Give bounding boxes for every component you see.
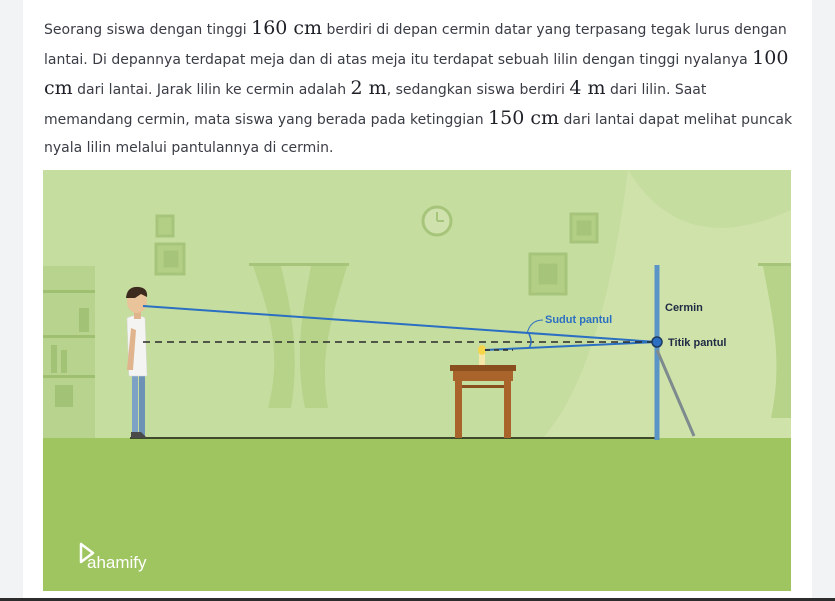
illustration [43, 170, 791, 591]
value-eye-height: 150 cm [488, 107, 560, 129]
value-student-candle-distance: 4 m [569, 77, 606, 99]
problem-text: Seorang siswa dengan tinggi 160 cm berdiri di depan cermin datar yang terpasang tegak lurus dengan lantai. Di depannya terdapat meja dan di atas meja itu terdapat sebuah lilin dengan tinggi nyalanya 100 cm dari lantai. Jarak lilin ke cermin adalah 2 m, sedangkan siswa berdiri 4 m dari lilin. Saat memandang cermin, mata siswa yang berada pada ketinggian 150 cm dari lantai dapat melihat puncak nyala lilin melalui pantulannya di cermin. [44, 17, 793, 156]
label-mirror: Cermin [665, 302, 703, 314]
brand-text: ahamify [87, 553, 147, 572]
value-student-height: 160 cm [251, 17, 323, 39]
reflection-point [652, 337, 662, 347]
value-flame-height: 100 cm [44, 47, 789, 99]
wall-clock [423, 207, 451, 235]
label-reflection-angle: Sudut pantul [545, 314, 613, 326]
candle [478, 345, 486, 365]
floor [43, 438, 791, 591]
value-candle-mirror-distance: 2 m [350, 77, 387, 99]
label-reflection-point: Titik pantul [668, 337, 727, 349]
bookshelf [43, 266, 95, 438]
